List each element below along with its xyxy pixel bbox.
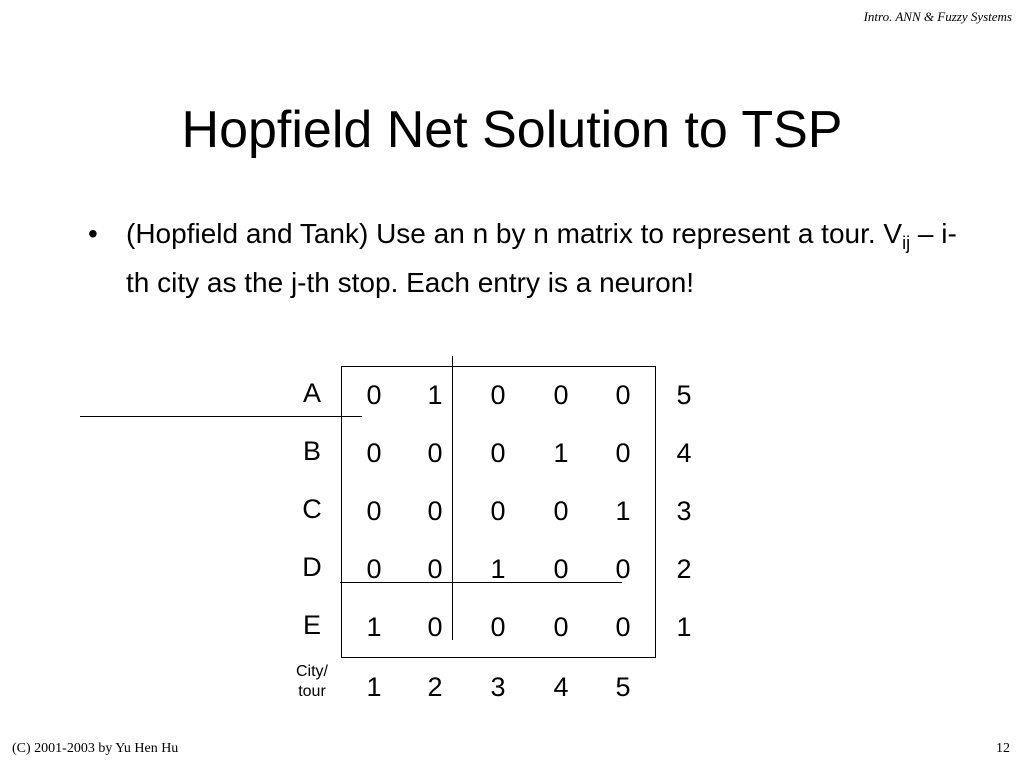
bullet-subscript: ij xyxy=(902,233,911,253)
row-label-b: B xyxy=(302,436,321,466)
bullet-point xyxy=(88,214,968,303)
matrix-cell: 0 xyxy=(615,438,631,468)
column-number: 5 xyxy=(615,672,631,702)
matrix-cell: 0 xyxy=(366,496,382,526)
row-label-a: A xyxy=(302,378,321,408)
matrix-cell: 0 xyxy=(490,438,506,468)
matrix-cell: 0 xyxy=(615,380,631,410)
row-label-e: E xyxy=(302,610,321,640)
matrix-cell: 1 xyxy=(366,612,382,642)
matrix-cell: 0 xyxy=(490,612,506,642)
matrix-cell: 0 xyxy=(427,496,443,526)
matrix-cell: 0 xyxy=(427,554,443,584)
side-number: 5 xyxy=(676,380,692,410)
matrix-cell: 0 xyxy=(427,438,443,468)
matrix-cell: 0 xyxy=(366,554,382,584)
city-label: City/ xyxy=(296,663,328,680)
matrix-cell: 0 xyxy=(615,554,631,584)
matrix-cell: 0 xyxy=(366,438,382,468)
side-number: 1 xyxy=(676,612,692,642)
matrix-cell: 0 xyxy=(366,380,382,410)
page-number: 12 xyxy=(996,741,1010,756)
column-number: 3 xyxy=(490,672,506,702)
column-number: 1 xyxy=(366,672,382,702)
matrix-cell: 0 xyxy=(490,380,506,410)
matrix-cell: 0 xyxy=(490,496,506,526)
side-number: 3 xyxy=(676,496,692,526)
matrix-cell: 1 xyxy=(553,438,569,468)
footer-copyright: (C) 2001-2003 by Yu Hen Hu xyxy=(12,741,179,756)
matrix-cell: 1 xyxy=(427,380,443,410)
bullet-text-part1: (Hopfield and Tank) Use an n by n matrix to represent a tour. V xyxy=(126,218,903,249)
matrix-cell: 0 xyxy=(553,496,569,526)
matrix-cell: 1 xyxy=(615,496,631,526)
bullet-dot-icon: • xyxy=(88,218,98,249)
matrix-cell: 0 xyxy=(615,612,631,642)
matrix-cell: 0 xyxy=(553,554,569,584)
side-number: 2 xyxy=(676,554,692,584)
matrix-cell: 0 xyxy=(427,612,443,642)
course-header: Intro. ANN & Fuzzy Systems xyxy=(863,9,1012,24)
column-number: 4 xyxy=(553,672,569,702)
matrix-cell: 0 xyxy=(553,380,569,410)
row-label-c: C xyxy=(302,494,322,524)
city-tour-label xyxy=(284,662,340,702)
slide-title: Hopfield Net Solution to TSP xyxy=(181,101,843,159)
column-number: 2 xyxy=(427,672,443,702)
tour-label: tour xyxy=(298,683,326,700)
row-label-d: D xyxy=(302,552,322,582)
decorative-line xyxy=(80,416,362,417)
matrix-cell: 0 xyxy=(553,612,569,642)
side-number: 4 xyxy=(676,438,692,468)
matrix-cell: 1 xyxy=(490,554,506,584)
bullet-text xyxy=(126,214,968,303)
bullet-text-part2: – i-th city as the j-th stop. Each entry is a neuron! xyxy=(126,218,957,298)
